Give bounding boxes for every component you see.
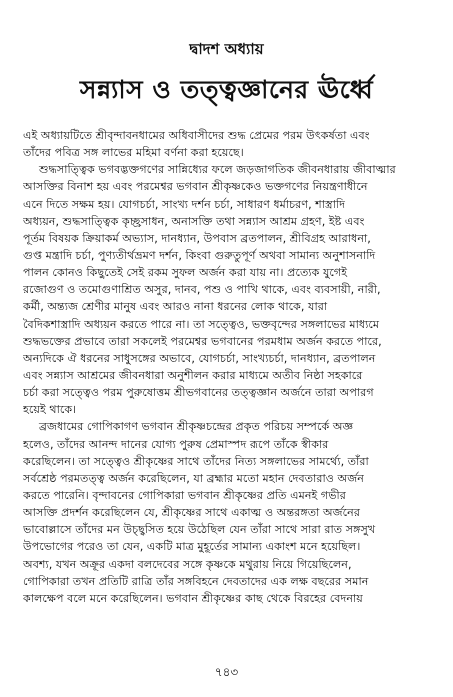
body-text [23, 127, 433, 607]
chapter-title: সন্ন্যাস ও তত্ত্বজ্ঞানের ঊর্ধ্বে [79, 75, 374, 104]
text-line: এই অধ্যায়টিতে শ্রীবৃন্দাবনধামের অধিবাসীদের শুদ্ধ প্রেমের পরম উৎকর্ষতা এবং [23, 129, 370, 142]
text-line: করতে পারেনি। বৃন্দাবনের গোপিকারা ভগবান শ্রীকৃষ্ণের প্রতি এমনই গভীর [23, 488, 346, 502]
text-line: হলেও, তাঁদের আনন্দ দানের যোগ্য পুরুষ প্রেমাস্পদ রূপে তাঁকে স্বীকার [23, 437, 329, 451]
text-line: এনে দিতে সক্ষম হয়। যোগচর্চা, সাংখ্য দর্শন চর্চা, সাধারণ ধর্মাচরণ, শাস্ত্রাদি [23, 197, 346, 211]
text-line: শুদ্ধভক্তের প্রভাবে তারা সকলেই পরমেশ্বর ভগবানের পরমধাম অর্জন করতে পারে, [23, 334, 382, 348]
text-line: কালক্ষেপ বলে মনে করেছিলেন। ভগবান শ্রীকৃষ্ণের কাছ থেকে বিরহের বেদনায় [23, 591, 363, 605]
text-line: আসক্তির বিনাশ হয় এবং পরমেশ্বর ভগবান শ্রীকৃষ্ণকেও ভক্তগণের নিয়ন্ত্রণাধীনে [23, 180, 368, 194]
text-line: আসক্তি প্রদর্শন করেছিলেন যে, শ্রীকৃষ্ণের সাথে একাত্ম ও অন্তরঙ্গতা অর্জনের [23, 506, 360, 520]
text-line: শুদ্ধসাত্ত্বিক ভগবদ্ভক্তগণের সান্নিধ্যের ফলে জড়জাগতিক জীবনধারায় জীবাত্মার [39, 163, 396, 177]
text-line: তাঁদের পবিত্র সঙ্গ লাভের মহিমা বর্ণনা করা হয়েছে। [23, 146, 244, 160]
text-line: গুপ্ত মন্ত্রাদি চর্চা, পুণ্যতীর্থভ্রমণ দর্শন, কিংবা গুরুতুপূর্ণ অথবা সামান্য অনুশাসনাদি [23, 248, 376, 262]
text-line: সর্বশ্রেষ্ঠ পরমতত্ত্ব অর্জন করেছিলেন, যা ব্রহ্মার মতো মহান দেবতারাও অর্জন [23, 471, 364, 485]
text-line: করেছিলেন। তা সত্ত্বেও শ্রীকৃষ্ণের সাথে তাঁদের নিত্য সঙ্গলাভের সামর্থ্যে, তাঁরা [23, 454, 369, 468]
text-line: পূর্তম বিষয়ক ক্রিয়াকর্ম অভ্যাস, দানধ্যান, উপবাস ব্রতপালন, শ্রীবিগ্রহ আরাধনা, [23, 231, 371, 245]
text-line: অন্যদিকে ঐ ধরনের সাধুসঙ্গের অভাবে, যোগচর্চা, সাংখ্যচর্চা, দানধ্যান, ব্রতপালন [23, 351, 376, 365]
text-line: অধ্যয়ন, শুদ্ধসাত্ত্বিক কৃচ্ছ্রসাধন, অনাসক্তি তথা সন্ন্যাস আশ্রম গ্রহণ, ইষ্ট এবং [23, 214, 365, 228]
chapter-label: দ্বাদশ অধ্যায় [189, 40, 264, 58]
text-line: অবশ্য, যখন অক্রূর একদা বলদেবের সঙ্গে কৃষ্ণকে মথুরায় নিয়ে গিয়েছিলেন, [23, 557, 352, 571]
page-number: ৭৪৩ [214, 665, 239, 679]
text-line: হয়েই থাকে। [23, 403, 77, 417]
text-line: উপভোগের পরেও তা যেন, একটি মাত্র মুহূর্তের সামান্য একাংশ মনে হয়েছিল। [23, 540, 361, 554]
text-line: ব্রজধামের গোপিকাগণ ভগবান শ্রীকৃষ্ণচন্দ্রের প্রকৃত পরিচয় সম্পর্কে অজ্ঞ [39, 420, 354, 434]
text-line: কর্মী, অন্ত্যজ শ্রেণীর মানুষ এবং আরও নানা ধরনের লোক থাকে, যারা [23, 300, 328, 314]
text-line: রজোগুণ ও তমোগুণাশ্রিত অসুর, দানব, পশু ও পাখি থাকে, এবং ব্যবসায়ী, নারী, [23, 283, 381, 297]
text-line: বৈদিকশাস্ত্রাদি অধ্যয়ন করতে পারে না। তা সত্ত্বেও, ভক্তবৃন্দের সঙ্গলাভের মাধ্যমে [23, 317, 380, 331]
text-line: চর্চা করা সত্ত্বেও পরম পুরুষোত্তম শ্রীভগবানের তত্ত্বজ্ঞান অর্জনে তারা অপারগ [23, 386, 374, 400]
text-line: এবং সন্ন্যাস আশ্রমের জীবনধারা অনুশীলন করার মাধ্যমে অতীব নিষ্ঠা সহকারে [23, 368, 363, 382]
text-line: গোপিকারা তখন প্রতিটি রাত্রি তাঁর সঙ্গবিহনে দেবতাদের এক লক্ষ বছরের সমান [23, 574, 369, 588]
text-line: ভাবোল্লাসে তাঁদের মন উচ্ছ্বসিত হয়ে উঠেছিল যেন তাঁরা সাথে সারা রাত সঙ্গসুখ [23, 523, 376, 537]
text-line: পালন কোনও কিছুতেই সেই রকম সুফল অর্জন করা যায় না। প্রত্যেক যুগেই [23, 266, 348, 280]
